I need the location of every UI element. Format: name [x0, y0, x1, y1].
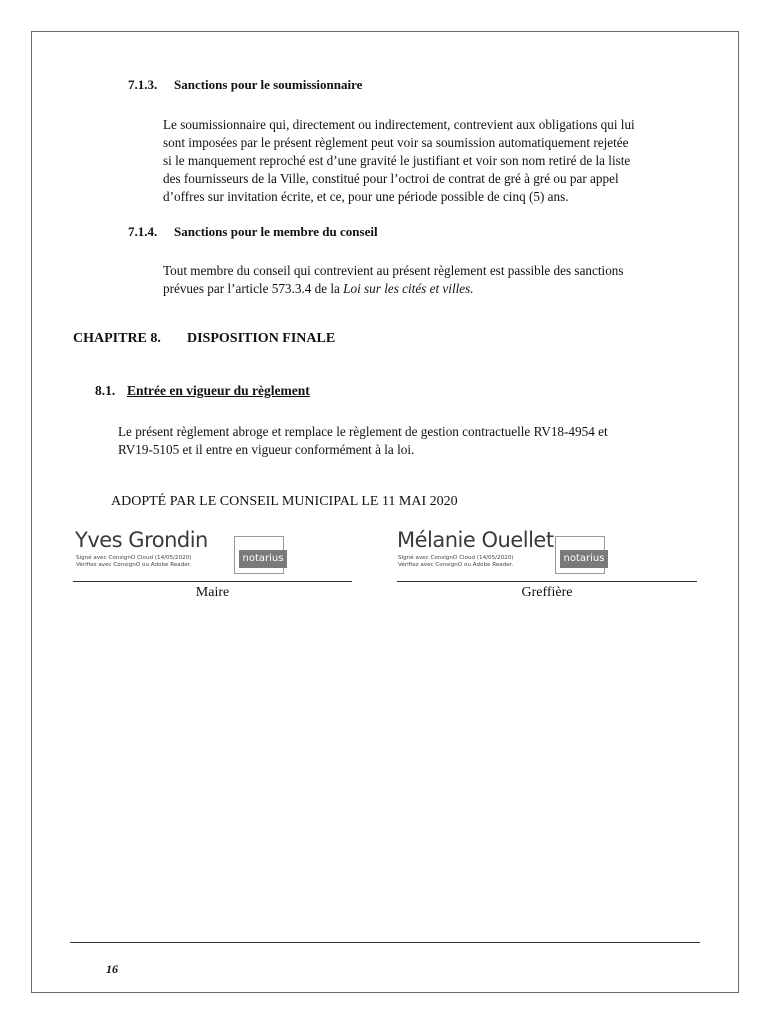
notarius-stamp-icon	[234, 536, 284, 574]
section-title: Entrée en vigueur du règlement	[127, 383, 310, 398]
section-number: 7.1.4.	[128, 224, 158, 239]
section-number: 8.1.	[95, 383, 116, 398]
paragraph-line: Le présent règlement abroge et remplace le règlement de gestion contractuelle RV18-4954 et	[118, 424, 608, 439]
signature-verify-line: Vérifiez avec ConsignO ou Adobe Reader.	[76, 562, 192, 568]
paragraph-line: d’offres sur invitation écrite, et ce, pour une période possible de cinq (5) ans.	[163, 189, 569, 204]
signature-role: Greffière	[521, 585, 573, 600]
adoption-statement: ADOPTÉ PAR LE CONSEIL MUNICIPAL LE 11 MAI 2020	[111, 494, 458, 509]
law-citation: Loi sur les cités et villes.	[343, 281, 474, 296]
footer-rule	[70, 942, 700, 943]
signature-line	[73, 581, 352, 582]
paragraph-line: des fournisseurs de la Ville, constitué pour l’octroi de contrat de gré à gré ou par appel	[163, 171, 619, 186]
signature-name: Mélanie Ouellet	[397, 528, 554, 552]
section-title: Sanctions pour le membre du conseil	[174, 224, 378, 239]
signature-signed-line: Signé avec ConsignO Cloud (14/05/2020)	[76, 555, 192, 561]
paragraph-line: sont imposées par le présent règlement peut voir sa soumission automatiquement rejetée	[163, 135, 629, 150]
page-number: 16	[106, 962, 118, 976]
text-run: prévues par l’article 573.3.4 de la	[163, 281, 344, 296]
stamp-label: notarius	[560, 550, 608, 568]
section-number: 7.1.3.	[128, 77, 158, 92]
signature-name: Yves Grondin	[75, 528, 208, 552]
signature-role: Maire	[195, 585, 230, 600]
paragraph-line: Tout membre du conseil qui contrevient au présent règlement est passible des sanctions	[163, 263, 624, 278]
signature-signed-line: Signé avec ConsignO Cloud (14/05/2020)	[398, 555, 514, 561]
section-heading-7-1-3	[128, 77, 362, 93]
signature-line	[397, 581, 697, 582]
section-heading-8-1	[95, 383, 310, 399]
notarius-stamp-icon	[555, 536, 605, 574]
chapter-heading	[73, 331, 335, 347]
paragraph-line: si le manquement reproché est d’une gravité le justifiant et voir son nom retiré de la liste	[163, 153, 631, 168]
section-heading-7-1-4	[128, 224, 378, 240]
section-title: Sanctions pour le soumissionnaire	[174, 77, 363, 92]
stamp-label: notarius	[239, 550, 287, 568]
paragraph-line: RV19-5105 et il entre en vigueur conformément à la loi.	[118, 442, 415, 457]
chapter-number: CHAPITRE 8.	[73, 331, 161, 346]
chapter-title: DISPOSITION FINALE	[187, 331, 336, 346]
signature-verify-line: Vérifiez avec ConsignO ou Adobe Reader.	[398, 562, 514, 568]
paragraph-line: Le soumissionnaire qui, directement ou indirectement, contrevient aux obligations qui lui	[163, 117, 635, 132]
paragraph-line	[163, 280, 698, 299]
